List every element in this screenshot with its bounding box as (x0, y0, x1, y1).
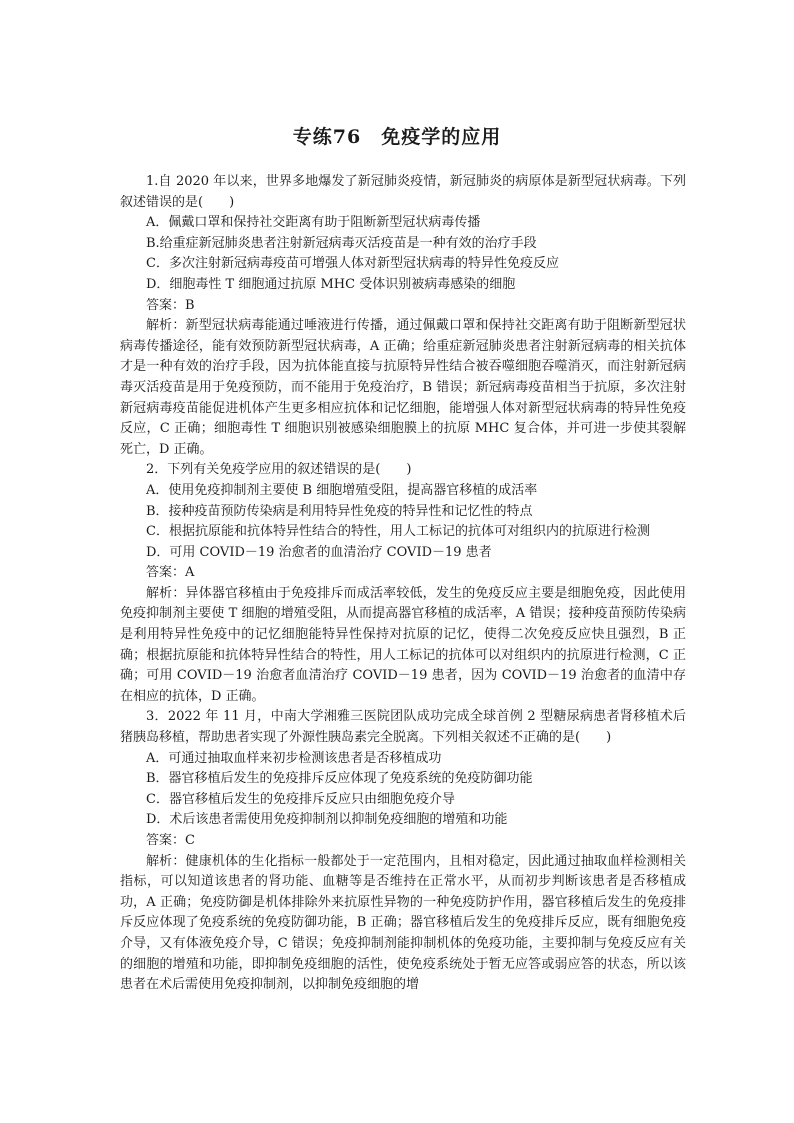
question-2-answer: 答案：A (146, 565, 195, 581)
question-2-option-b: B．接种疫苗预防传染病是利用特异性免疫的特异性和记忆性的特点 (146, 503, 533, 519)
question-3-answer: 答案：C (146, 833, 195, 848)
question-1-option-c: C．多次注射新冠病毒疫苗可增强人体对新型冠状病毒的特异性免疫反应 (146, 256, 559, 272)
question-3-option-a: A．可通过抽取血样来初步检测该患者是否移植成功 (146, 750, 442, 766)
question-3-option-d: D．术后该患者需使用免疫抑制剂以抑制免疫细胞的增殖和功能 (146, 812, 508, 828)
question-2-stem: 2．下列有关免疫学应用的叙述错误的是( ) (146, 462, 412, 478)
question-2-option-c: C．根据抗原能和抗体特异性结合的特性，用人工标记的抗体可对组织内的抗原进行检测 (146, 524, 650, 540)
question-2-analysis: 解析：异体器官移植由于免疫排斥而成活率较低，发生的免疫反应主要是细胞免疫，因此使用免疫抑制剂主要使 T 细胞的增殖受阻，从而提高器官移植的成活率，A 错误；接种疫苗预防传染病是利用特异性免疫中的记忆细胞能特异性保持对抗原的记忆，使得二次免疫反应快且强烈，B 正确；根据抗原能和抗体特异性结合的特性，用人工标记的抗体可以对组织内的抗原进行检测，C 正确；可用 COVID－19 治愈者血清治疗 COVID－19 患者，因为 COVID－19 治愈者的血清中存在相应的抗体，D 正确。 (120, 585, 686, 704)
question-3-stem: 3．2022 年 11 月，中南大学湘雅三医院团队成功完成全球首例 2 型糖尿病患者肾移植术后猪胰岛移植，帮助患者实现了外源性胰岛素完全脱离。下列相关叙述不正确的是( ) (120, 709, 686, 746)
question-1-answer: 答案：B (146, 297, 195, 313)
question-2-option-d: D．可用 COVID－19 治愈者的血清治疗 COVID－19 患者 (146, 544, 492, 560)
question-1-stem: 1.自 2020 年以来，世界多地爆发了新冠肺炎疫情，新冠肺炎的病原体是新型冠状病毒。下列叙述错误的是( ) (120, 174, 686, 210)
question-3-option-c: C．器官移植后发生的免疫排斥反应只由细胞免疫介导 (146, 791, 455, 807)
document-body (120, 172, 686, 996)
question-3-option-b: B．器官移植后发生的免疫排斥反应体现了免疫系统的免疫防御功能 (146, 771, 533, 787)
question-2-option-a: A．使用免疫抑制剂主要使 B 细胞增殖受阻，提高器官移植的成活率 (146, 482, 538, 498)
page-title: 专练76 免疫学的应用 (292, 126, 502, 148)
question-1-analysis: 解析：新型冠状病毒能通过唾液进行传播，通过佩戴口罩和保持社交距离有助于阻断新型冠状病毒传播途径，能有效预防新型冠状病毒，A 正确；给重症新冠肺炎患者注射新冠病毒的相关抗体才是一种有效的治疗手段，因为抗体能直接与抗原特异性结合被吞噬细胞吞噬消灭，而注射新冠病毒灭活疫苗是用于免疫预防，而不能用于免疫治疗，B 错误；新冠病毒疫苗相当于抗原，多次注射新冠病毒疫苗能促进机体产生更多相应抗体和记忆细胞，能增强人体对新型冠状病毒的特异性免疫反应，C 正确；细胞毒性 T 细胞识别被感染细胞膜上的抗原 MHC 复合体，并可进一步使其裂解死亡，D 正确。 (120, 318, 686, 457)
question-1-option-a: A．佩戴口罩和保持社交距离有助于阻断新型冠状病毒传播 (146, 215, 481, 231)
question-1-option-d: D．细胞毒性 T 细胞通过抗原 MHC 受体识别被病毒感染的细胞 (146, 276, 516, 292)
question-3-analysis: 解析：健康机体的生化指标一般都处于一定范围内，且相对稳定，因此通过抽取血样检测相关指标，可以知道该患者的肾功能、血糖等是否维持在正常水平，从而初步判断该患者是否移植成功，A 正确；免疫防御是机体排除外来抗原性异物的一种免疫防护作用，器官移植后发生的免疫排斥反应体现了免疫系统的免疫防御功能，B 正确；器官移植后发生的免疫排斥反应，既有细胞免疫介导，又有体液免疫介导，C 错误；免疫抑制剂能抑制机体的免疫功能，主要抑制与免疫反应有关的细胞的增殖和功能，即抑制免疫细胞的活性，使免疫系统处于暂无应答或弱应答的状态，所以该患者在术后需使用免疫抑制剂，以抑制免疫细胞的增 (120, 853, 686, 993)
question-1-option-b: B.给重症新冠肺炎患者注射新冠病毒灭活疫苗是一种有效的治疗手段 (146, 235, 537, 251)
